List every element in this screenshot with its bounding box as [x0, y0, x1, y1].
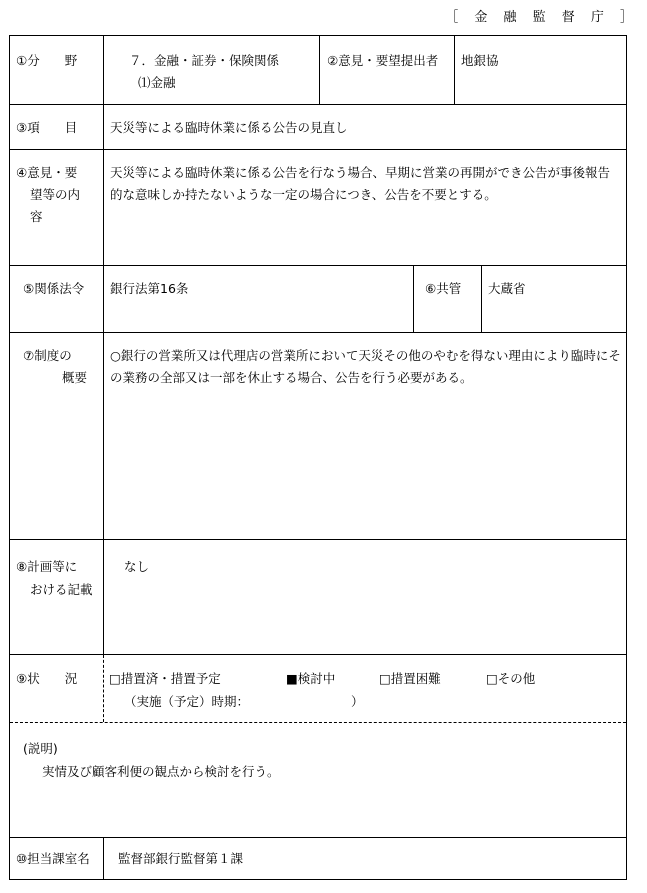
- row-responsible-section: [10, 838, 626, 879]
- status-dashed-divider-horizontal: [10, 722, 626, 723]
- row-request-content: [10, 150, 626, 266]
- request-label-line3: 容: [30, 209, 43, 224]
- section-label-cell: [10, 838, 103, 879]
- law-label-cell: [10, 266, 103, 332]
- row-status: [10, 655, 626, 838]
- request-value-cell: [103, 150, 626, 265]
- section-value: 監督部銀行監督第１課: [118, 851, 244, 866]
- explanation-label: (説明): [23, 741, 58, 756]
- status-timing-label: （実施（予定）時期：: [124, 694, 250, 709]
- status-option-done: □措置済・措置予定: [109, 671, 221, 686]
- status-label: ⑨状 況: [16, 671, 78, 686]
- status-option-reviewing: ■検討中: [286, 671, 336, 686]
- status-timing-close: ）: [351, 694, 364, 709]
- field-label: ①分 野: [16, 53, 78, 68]
- plan-value: なし: [124, 559, 150, 574]
- law-label: ⑤関係法令: [23, 281, 85, 296]
- row-item: [10, 105, 626, 150]
- row-plan-statement: [10, 540, 626, 655]
- overview-label-line2: 概要: [62, 370, 88, 385]
- field-label-cell: [10, 36, 103, 104]
- row-field: [10, 36, 626, 105]
- request-form: [9, 35, 627, 880]
- joint-value: 大蔵省: [488, 281, 526, 296]
- overview-value: ○銀行の営業所又は代理店の営業所において天災その他のやむを得ない理由により臨時にその業務の全部又は一部を休止する場合、公告を行う必要がある。: [110, 348, 621, 385]
- request-label-line2: 望等の内: [30, 187, 81, 202]
- request-label-cell: [10, 150, 103, 265]
- law-value: 銀行法第16条: [110, 281, 189, 296]
- field-value-line1: ７．金融・証券・保険関係: [129, 53, 280, 68]
- plan-value-cell: [103, 540, 626, 654]
- field-value-line2: ⑴金融: [138, 75, 176, 90]
- plan-label-cell: [10, 540, 103, 654]
- request-value: 天災等による臨時休業に係る公告を行なう場合、早期に営業の再開ができ公告が事後報告的な意味しか持たないような一定の場合につき、公告を不要とする。: [110, 165, 611, 202]
- plan-label-line1: ⑧計画等に: [16, 559, 78, 574]
- submitter-value-cell: [454, 36, 626, 104]
- status-dashed-divider-vertical: [103, 655, 104, 722]
- joint-label-cell: [413, 266, 481, 332]
- overview-value-cell: [103, 333, 626, 539]
- row-system-overview: [10, 333, 626, 540]
- section-label: ⑩担当課室名: [16, 851, 90, 866]
- status-option-difficult: □措置困難: [379, 671, 441, 686]
- status-option-other: □その他: [486, 671, 536, 686]
- section-value-cell: [103, 838, 626, 879]
- item-value-cell: [103, 105, 626, 149]
- item-value: 天災等による臨時休業に係る公告の見直し: [110, 120, 348, 135]
- submitter-value: 地銀協: [461, 53, 499, 68]
- submitter-label: ②意見・要望提出者: [327, 53, 439, 68]
- item-label-cell: [10, 105, 103, 149]
- submitter-label-cell: [319, 36, 454, 104]
- overview-label-cell: [10, 333, 103, 539]
- agency-header: ［ 金 融 監 督 庁 ］: [445, 10, 639, 25]
- law-value-cell: [103, 266, 413, 332]
- plan-label-line2: おける記載: [30, 582, 93, 597]
- item-label: ③項 目: [16, 120, 78, 135]
- field-value-cell: [103, 36, 319, 104]
- row-related-law: [10, 266, 626, 333]
- explanation-text: 実情及び顧客利便の観点から検討を行う。: [42, 764, 280, 779]
- request-label-line1: ④意見・要: [16, 165, 78, 180]
- joint-label: ⑥共管: [425, 281, 462, 296]
- joint-value-cell: [481, 266, 626, 332]
- overview-label-line1: ⑦制度の: [23, 348, 72, 363]
